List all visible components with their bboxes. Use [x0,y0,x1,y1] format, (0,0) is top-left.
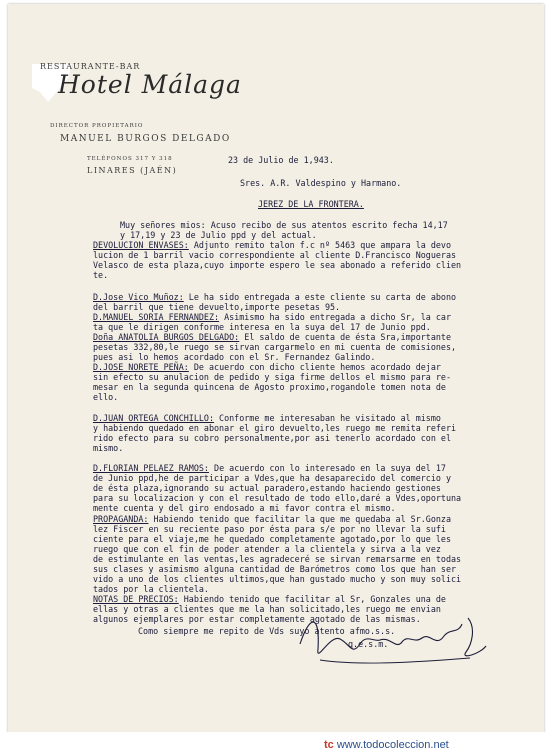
pelaez-text: De acuerdo con lo interesado en la suya del 17 [208,463,446,473]
closing-line: Como siempre me repito de Vds suyo atento afmo.s.s. [138,626,396,636]
propaganda-line: tados por la clientela. [93,584,209,594]
norete-text: De acuerdo con dicho cliente hemos acordado dejar [188,362,441,372]
devolucion-heading: DEVOLUCION ENVASES: [93,240,189,250]
closing-initials: q.e.s.m. [348,639,389,649]
pelaez-heading: D.FLORIAN PELAEZ RAMOS: [93,463,209,473]
ortega-heading: D.JUAN ORTEGA CONCHILLO: [93,413,215,423]
propaganda-line: sus clases y asimismo alguna cantidad de Barómetros como los que han ser [93,564,457,574]
letter-recipient: Sres. A.R. Valdespino y Harmano. [240,178,402,188]
logo-mark: tc [324,739,334,751]
letter-date: 23 de Julio de 1,943. [228,155,334,165]
propaganda-line: ciente para el viaje,me he quedado completamente agotado,por lo que les [93,534,451,544]
vico-heading: D.Jose Vico Muñoz: [93,292,184,302]
burgos-heading: Doña ANATOLIA BURGOS DELGADO: [93,332,240,342]
logo-text: www.todocoleccion.net [336,739,449,751]
footer-bar [0,732,550,756]
norete-line: mesar en la segunda quincena de Agosto proximo,rogandole tomen nota de [93,382,446,392]
letterhead-hotel-name: Hotel Málaga [58,70,242,99]
notas-line: algunos ejemplares por estar completamente agotado de las mismas. [93,614,421,624]
greeting-line: y 17,19 y 23 de Julio ppd y del actual. [120,230,317,240]
devolucion-line: Velasco de esta plaza,cuyo importe espero le sea abonado a referido clien [93,260,462,270]
soria-heading: D.MANUEL SORIA FERNANDEZ: [93,312,220,322]
norete-line: sin efecto su anulacion de pedido y siga firme dellos el mismo para re- [93,372,451,382]
propaganda-line: vido a uno de los clientes ultimos,que han gustado mucho y son muy solici [93,574,462,584]
pelaez-line: de Junio ppd,he de participar a Vdes,que ha desaparecido del comercio y [93,473,451,483]
letterhead-owner-name: MANUEL BURGOS DELGADO [60,134,231,144]
letter-sheet [8,4,544,752]
norete-heading: D.JOSE NORETE PEÑA: [93,362,189,372]
notas-heading: NOTAS DE PRECIOS: [93,594,179,604]
propaganda-heading: PROPAGANDA: [93,514,149,524]
soria-line: ta que le dirigen conforme interesa en la suya del 17 de Junio ppd. [93,322,431,332]
letter-recipient-city: JEREZ DE LA FRONTERA. [258,199,364,209]
propaganda-line: lez Fiscer en su reciente paso por ésta para s/e por no llevar la sufi [93,524,446,534]
letterhead-city: LINARES (JAÉN) [87,166,178,175]
pelaez-line: de ésta plaza,ignorando su actual paradero,estando haciendo gestiones [93,483,441,493]
propaganda-line: ruego que con el fin de poder atender a la clientela y sirva a la vez [93,544,441,554]
ortega-line: rido efecto para su cobro personalmente,por asi tenerlo acordado con el [93,433,451,443]
devolucion-text: Adjunto remito talon f.c nº 5463 que ampara la devo [188,240,452,250]
pelaez-line: para su localizacion y con el resultado de todo ello,daré a Vdes,oportuna [93,493,462,503]
burgos-line: pesetas 332,80,le ruego se sirvan cargarmelo en mi cuenta de comisiones, [93,342,457,352]
watermark-logo[interactable] [324,739,449,751]
devolucion-line: lucion de 1 barril vacio correspondiente al cliente D.Francisco Nogueras [93,250,457,260]
devolucion-line: te. [93,270,109,280]
notas-line: ellas y otras a clientes que me la han solicitado,les ruego me envian [93,604,441,614]
greeting-line: Muy señores mios: Acuso recibo de sus atentos escrito fecha 14,17 [120,220,448,230]
ortega-line: y habiendo quedado en abonar el giro devuelto,les ruego me remita referi [93,423,457,433]
propaganda-line: de estimulante en las ventas,les agradeceré se sirvan remarsarme en todas [93,554,462,564]
vico-text: Le ha sido entregada a este cliente su carta de abono [183,292,457,302]
ortega-line: mismo. [93,443,124,453]
letterhead-restaurant-bar: RESTAURANTE-BAR [40,62,141,71]
letterhead-owner-role: DIRECTOR PROPIETARIO [50,123,144,129]
pelaez-line: mente cuenta y del giro endosado a mi favor contra el mismo. [93,503,396,513]
notas-text: Habiendo tenido que facilitar al Sr, Gonzales una de [178,594,446,604]
letterhead-phones: TELÉFONOS 317 Y 318 [87,156,173,162]
propaganda-text: Habiendo tenido que facilitar la que me quedaba al Sr.Gonza [148,514,451,524]
soria-text: Asimismo ha sido entregada a dicho Sr, la car [219,312,452,322]
burgos-text: El saldo de cuenta de ésta Sra,importante [239,332,452,342]
ortega-text: Conforme me interesaban he visitado al mismo [214,413,441,423]
norete-line: ello. [93,392,119,402]
burgos-line: pues asi lo hemos acordado con el Sr. Fernandez Galindo. [93,352,376,362]
vico-line: del barril que tiene devuelto,importe pesetas 95. [93,302,341,312]
handwritten-signature [290,604,490,672]
